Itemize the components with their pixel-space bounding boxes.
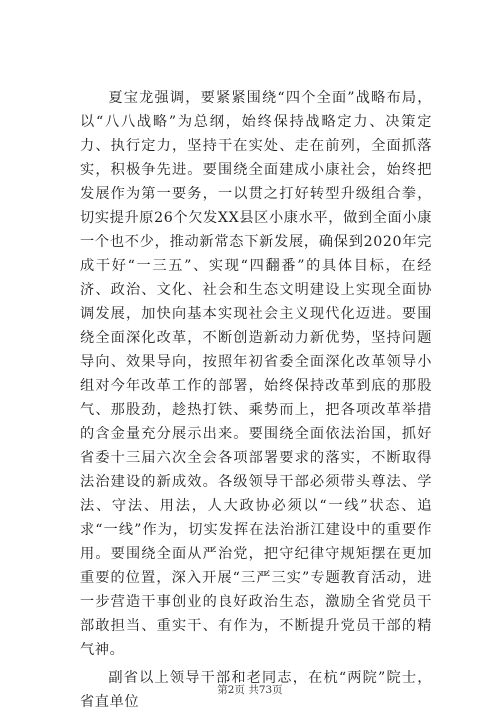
page-footer: 第2页 共73页 [217,684,283,696]
paragraph: 副省以上领导干部和老同志，在杭“两院”院士，省直单位 [80,670,432,710]
body-text [80,86,432,714]
paragraph: 夏宝龙强调，要紧紧围绕“四个全面”战略布局，以“八八战略”为总纲，始终保持战略定力、决策定力、执行定力，坚持干在实处、走在前列，全面抓落实，积极争先进。要围绕全面建成小康社会，始终把发展作为第一要务，一以贯之打好转型升级组合拳，切实提升原26个欠发XX县区小康水平，做到全面小康一个也不少，推动新常态下新发展，确保到2020年完成干好“一三五”、实现“四翻番”的具体目标，在经济、政治、文化、社会和生态文明建设上实现全面协调发展，加快向基本实现社会主义现代化迈进。要围绕全面深化改革，不断创造新动力新优势，坚持问题导向、效果导向，按照年初省委全面深化改革领导小组对今年改革工作的部署，始终保持改革到底的那股气、那股劲，趁热打铁、乘势而上，把各项改革举措的含金量充分展示出来。要围绕全面依法治国，抓好省委十三届六次全会各项部署要求的落实，不断取得法治建设的新成效。各级领导干部必须带头尊法、学法、守法、用法，人大政协必须以“一线”状态、追求“一线”作为，切实发挥在法治浙江建设中的重要作用。要围绕全面从严治党，把守纪律守规矩摆在更加重要的位置，深入开展“三严三实”专题教育活动，进一步营造干事创业的良好政治生态，激励全省党员干部敢担当、重实干、有作为，不断提升党员干部的精气神。 [80,90,432,658]
